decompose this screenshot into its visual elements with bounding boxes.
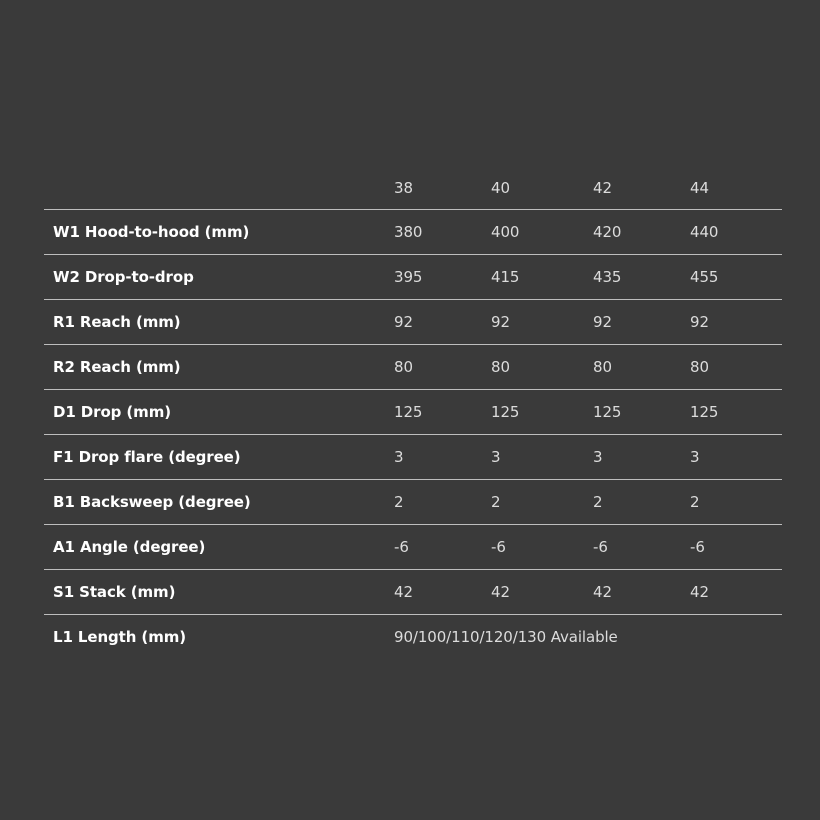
table-cell: 380 (394, 223, 423, 241)
row-label: D1 Drop (mm) (53, 403, 171, 421)
table-cell: 80 (394, 358, 413, 376)
table-cell: 92 (690, 313, 709, 331)
table-cell: 42 (593, 583, 612, 601)
table-row-l1-length (44, 614, 782, 659)
table-row-r2-reach (44, 344, 782, 389)
table-row-s1-stack (44, 569, 782, 614)
table-cell: 3 (394, 448, 404, 466)
table-cell: -6 (394, 538, 409, 556)
table-cell: 125 (491, 403, 520, 421)
table-row-d1-drop (44, 389, 782, 434)
table-row-f1-drop-flare (44, 434, 782, 479)
row-label: F1 Drop flare (degree) (53, 448, 241, 466)
table-cell: 2 (394, 493, 404, 511)
row-label: L1 Length (mm) (53, 628, 187, 646)
table-cell: 2 (593, 493, 603, 511)
table-row-w1-hood-to-hood (44, 209, 782, 254)
row-label: S1 Stack (mm) (53, 583, 176, 601)
table-cell: 420 (593, 223, 622, 241)
table-row-a1-angle (44, 524, 782, 569)
table-cell: -6 (491, 538, 506, 556)
column-header-40: 40 (491, 178, 510, 197)
table-cell: 125 (690, 403, 719, 421)
table-cell: 440 (690, 223, 719, 241)
table-cell: 92 (394, 313, 413, 331)
table-cell: -6 (593, 538, 608, 556)
length-availability-value: 90/100/110/120/130 Available (394, 628, 618, 646)
row-label: R1 Reach (mm) (53, 313, 181, 331)
table-cell: 125 (394, 403, 423, 421)
row-label: A1 Angle (degree) (53, 538, 206, 556)
table-cell: 80 (690, 358, 709, 376)
table-cell: 395 (394, 268, 423, 286)
column-header-38: 38 (394, 178, 413, 197)
table-cell: 2 (491, 493, 501, 511)
table-cell: 80 (491, 358, 510, 376)
table-cell: 3 (491, 448, 501, 466)
geometry-spec-table (44, 166, 782, 659)
row-label: B1 Backsweep (degree) (53, 493, 251, 511)
table-cell: 455 (690, 268, 719, 286)
table-cell: 3 (690, 448, 700, 466)
column-header-44: 44 (690, 178, 709, 197)
table-cell: 400 (491, 223, 520, 241)
row-label: W2 Drop-to-drop (53, 268, 194, 286)
table-cell: 415 (491, 268, 520, 286)
table-cell: 435 (593, 268, 622, 286)
table-cell: 42 (690, 583, 709, 601)
table-cell: 92 (491, 313, 510, 331)
table-row-r1-reach (44, 299, 782, 344)
row-label: W1 Hood-to-hood (mm) (53, 223, 250, 241)
table-cell: 42 (491, 583, 510, 601)
table-cell: 42 (394, 583, 413, 601)
row-label: R2 Reach (mm) (53, 358, 181, 376)
table-cell: 125 (593, 403, 622, 421)
table-cell: 92 (593, 313, 612, 331)
table-row-b1-backsweep (44, 479, 782, 524)
table-cell: -6 (690, 538, 705, 556)
table-cell: 2 (690, 493, 700, 511)
table-cell: 80 (593, 358, 612, 376)
table-row-w2-drop-to-drop (44, 254, 782, 299)
column-header-42: 42 (593, 178, 612, 197)
table-cell: 3 (593, 448, 603, 466)
table-header-row (44, 166, 782, 209)
